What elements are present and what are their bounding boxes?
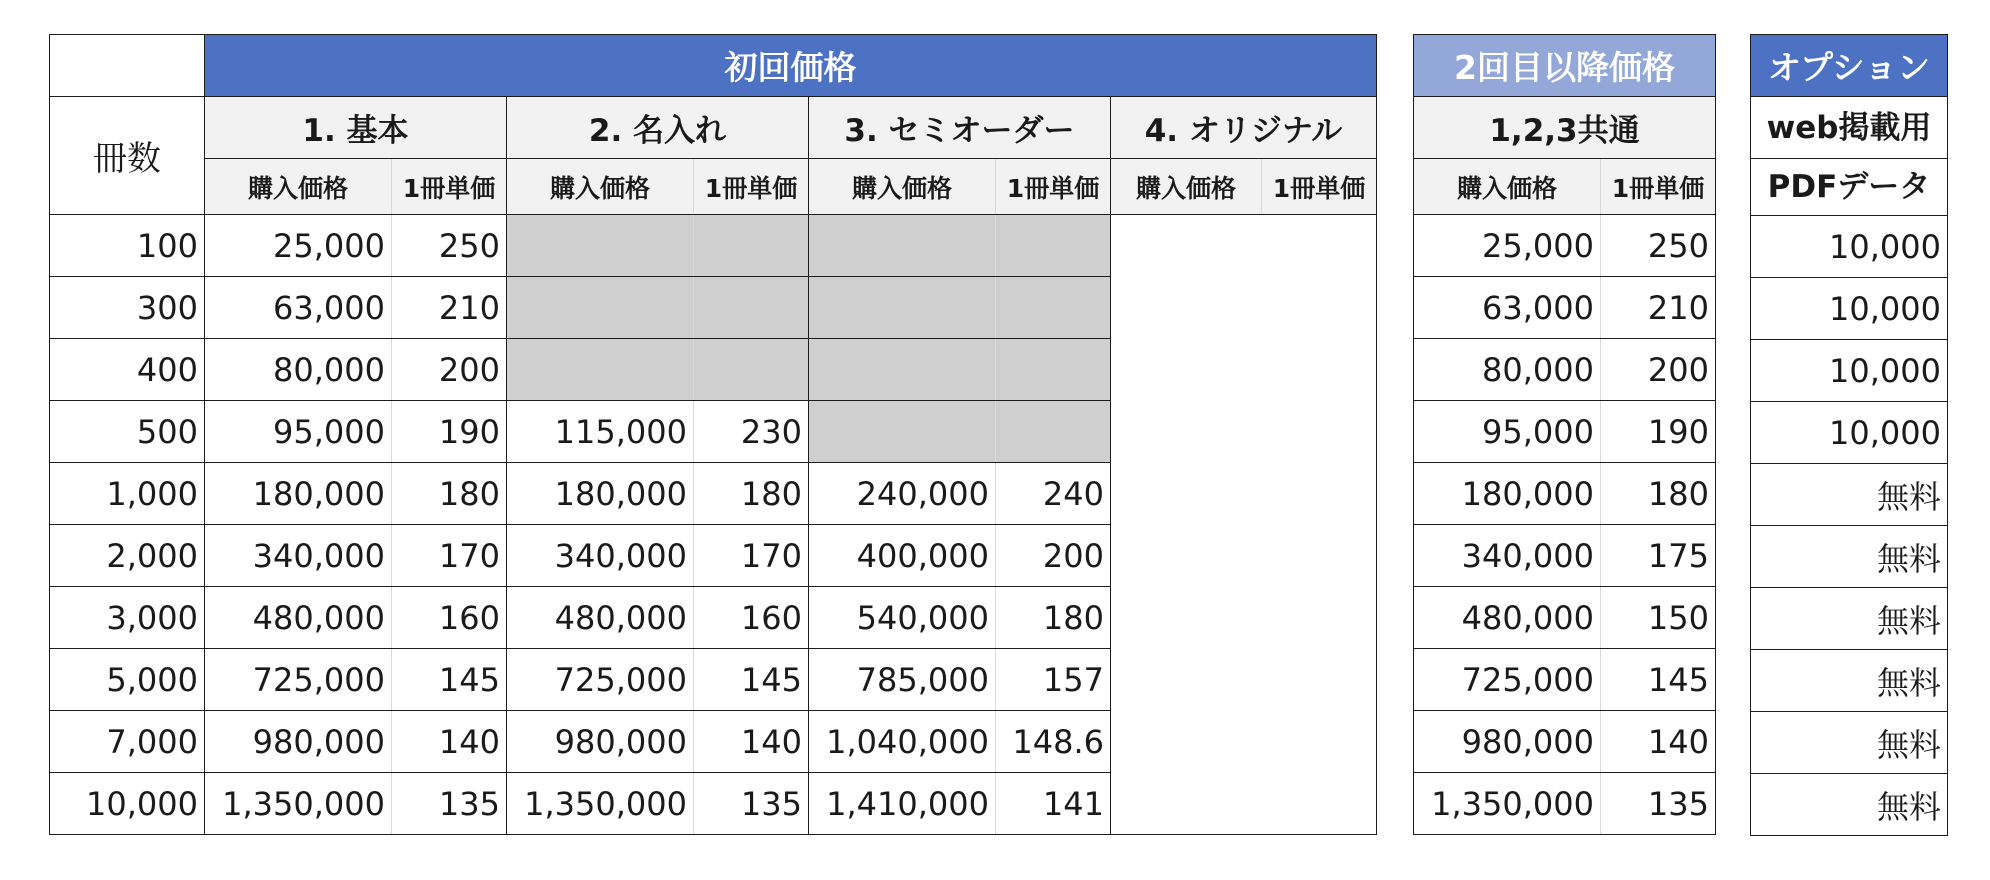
table-row (1751, 712, 1948, 774)
name-unavailable-cell (507, 339, 694, 401)
basic-unit-cell: 200 (392, 339, 507, 401)
option-title: オプション (1751, 35, 1948, 97)
repeat-price-table (1413, 34, 1716, 835)
semi-unavailable-cell (996, 215, 1111, 277)
name-unit-cell: 140 (694, 711, 809, 773)
option-pdf-price-cell: 10,000 (1751, 340, 1948, 402)
repeat-price-cell: 1,350,000 (1414, 773, 1601, 835)
qty-cell: 400 (50, 339, 205, 401)
sub-unit-name: 1冊単価 (694, 159, 809, 215)
semi-price-cell: 1,040,000 (809, 711, 996, 773)
table-row (1414, 525, 1716, 587)
name-price-cell: 725,000 (507, 649, 694, 711)
qty-cell: 100 (50, 215, 205, 277)
repeat-unit-cell: 135 (1601, 773, 1716, 835)
name-price-cell: 980,000 (507, 711, 694, 773)
group-name-print: 2. 名入れ (507, 97, 809, 159)
qty-cell: 5,000 (50, 649, 205, 711)
basic-unit-cell: 180 (392, 463, 507, 525)
table-row (1414, 773, 1716, 835)
name-price-cell: 340,000 (507, 525, 694, 587)
group-basic: 1. 基本 (205, 97, 507, 159)
name-unavailable-cell (507, 215, 694, 277)
basic-price-cell: 980,000 (205, 711, 392, 773)
basic-unit-cell: 190 (392, 401, 507, 463)
table-row (1751, 402, 1948, 464)
basic-price-cell: 725,000 (205, 649, 392, 711)
semi-unit-cell: 148.6 (996, 711, 1111, 773)
name-unavailable-cell (694, 339, 809, 401)
table-row (1751, 340, 1948, 402)
repeat-price-cell: 80,000 (1414, 339, 1601, 401)
initial-price-table (49, 34, 1377, 835)
semi-unavailable-cell (996, 339, 1111, 401)
name-unavailable-cell (694, 215, 809, 277)
option-pdf-price-cell: 無料 (1751, 712, 1948, 774)
sub-unit-repeat: 1冊単価 (1601, 159, 1716, 215)
repeat-price-cell: 180,000 (1414, 463, 1601, 525)
name-unit-cell: 170 (694, 525, 809, 587)
semi-price-cell: 240,000 (809, 463, 996, 525)
semi-price-cell: 400,000 (809, 525, 996, 587)
group-original: 4. オリジナル (1111, 97, 1377, 159)
table-row (1414, 587, 1716, 649)
semi-unit-cell: 200 (996, 525, 1111, 587)
repeat-price-cell: 25,000 (1414, 215, 1601, 277)
name-price-cell: 180,000 (507, 463, 694, 525)
name-price-cell: 1,350,000 (507, 773, 694, 835)
basic-price-cell: 63,000 (205, 277, 392, 339)
semi-price-cell: 785,000 (809, 649, 996, 711)
basic-price-cell: 480,000 (205, 587, 392, 649)
group-semi-order: 3. セミオーダー (809, 97, 1111, 159)
qty-cell: 10,000 (50, 773, 205, 835)
name-price-cell: 480,000 (507, 587, 694, 649)
semi-price-cell: 1,410,000 (809, 773, 996, 835)
qty-cell: 500 (50, 401, 205, 463)
basic-price-cell: 180,000 (205, 463, 392, 525)
table-row (1751, 650, 1948, 712)
repeat-price-cell: 63,000 (1414, 277, 1601, 339)
option-header-pdf: PDFデータ (1751, 159, 1948, 216)
basic-unit-cell: 135 (392, 773, 507, 835)
table-row (1414, 711, 1716, 773)
semi-unit-cell: 157 (996, 649, 1111, 711)
sub-price-basic: 購入価格 (205, 159, 392, 215)
initial-price-title: 初回価格 (205, 35, 1377, 97)
semi-unit-cell: 180 (996, 587, 1111, 649)
table-row (1414, 277, 1716, 339)
sub-price-repeat: 購入価格 (1414, 159, 1601, 215)
table-row (1751, 464, 1948, 526)
repeat-unit-cell: 210 (1601, 277, 1716, 339)
repeat-unit-cell: 200 (1601, 339, 1716, 401)
table-row (1751, 278, 1948, 340)
qty-cell: 7,000 (50, 711, 205, 773)
basic-unit-cell: 160 (392, 587, 507, 649)
repeat-unit-cell: 180 (1601, 463, 1716, 525)
option-table (1750, 34, 1948, 836)
repeat-price-cell: 480,000 (1414, 587, 1601, 649)
repeat-price-cell: 980,000 (1414, 711, 1601, 773)
option-pdf-price-cell: 無料 (1751, 774, 1948, 836)
name-unit-cell: 230 (694, 401, 809, 463)
repeat-price-cell: 725,000 (1414, 649, 1601, 711)
repeat-unit-cell: 190 (1601, 401, 1716, 463)
qty-cell: 3,000 (50, 587, 205, 649)
option-pdf-price-cell: 無料 (1751, 464, 1948, 526)
name-unit-cell: 145 (694, 649, 809, 711)
table-row (1751, 216, 1948, 278)
sub-unit-basic: 1冊単価 (392, 159, 507, 215)
repeat-unit-cell: 140 (1601, 711, 1716, 773)
qty-cell: 2,000 (50, 525, 205, 587)
table-row (1751, 774, 1948, 836)
qty-cell: 1,000 (50, 463, 205, 525)
semi-price-cell: 540,000 (809, 587, 996, 649)
table-row (1414, 339, 1716, 401)
basic-price-cell: 95,000 (205, 401, 392, 463)
group-common: 1,2,3共通 (1414, 97, 1716, 159)
semi-unavailable-cell (809, 339, 996, 401)
option-pdf-price-cell: 無料 (1751, 526, 1948, 588)
semi-unavailable-cell (809, 401, 996, 463)
basic-unit-cell: 210 (392, 277, 507, 339)
name-unavailable-cell (507, 277, 694, 339)
semi-unavailable-cell (996, 401, 1111, 463)
basic-price-cell: 25,000 (205, 215, 392, 277)
option-pdf-price-cell: 無料 (1751, 588, 1948, 650)
table-row (1414, 401, 1716, 463)
name-unit-cell: 180 (694, 463, 809, 525)
repeat-unit-cell: 150 (1601, 587, 1716, 649)
qty-cell: 300 (50, 277, 205, 339)
repeat-unit-cell: 175 (1601, 525, 1716, 587)
repeat-price-cell: 340,000 (1414, 525, 1601, 587)
basic-price-cell: 340,000 (205, 525, 392, 587)
semi-unavailable-cell (809, 215, 996, 277)
semi-unit-cell: 240 (996, 463, 1111, 525)
option-pdf-price-cell: 無料 (1751, 650, 1948, 712)
basic-unit-cell: 140 (392, 711, 507, 773)
sub-price-original: 購入価格 (1111, 159, 1262, 215)
table-row (1414, 649, 1716, 711)
option-pdf-price-cell: 10,000 (1751, 278, 1948, 340)
option-pdf-price-cell: 10,000 (1751, 216, 1948, 278)
option-header-web: web掲載用 (1751, 97, 1948, 159)
semi-unavailable-cell (996, 277, 1111, 339)
name-unit-cell: 135 (694, 773, 809, 835)
option-pdf-price-cell: 10,000 (1751, 402, 1948, 464)
basic-unit-cell: 250 (392, 215, 507, 277)
basic-price-cell: 80,000 (205, 339, 392, 401)
table-row (1414, 215, 1716, 277)
name-unit-cell: 160 (694, 587, 809, 649)
name-price-cell: 115,000 (507, 401, 694, 463)
basic-unit-cell: 145 (392, 649, 507, 711)
table-row (1751, 526, 1948, 588)
sub-unit-original: 1冊単価 (1262, 159, 1377, 215)
table-row (1751, 588, 1948, 650)
sub-price-name: 購入価格 (507, 159, 694, 215)
qty-header: 冊数 (50, 97, 205, 215)
table-row (50, 215, 1377, 277)
basic-price-cell: 1,350,000 (205, 773, 392, 835)
basic-unit-cell: 170 (392, 525, 507, 587)
corner-cell (50, 35, 205, 97)
repeat-unit-cell: 250 (1601, 215, 1716, 277)
sub-price-semi: 購入価格 (809, 159, 996, 215)
repeat-price-title: 2回目以降価格 (1414, 35, 1716, 97)
sub-unit-semi: 1冊単価 (996, 159, 1111, 215)
repeat-price-cell: 95,000 (1414, 401, 1601, 463)
repeat-unit-cell: 145 (1601, 649, 1716, 711)
semi-unit-cell: 141 (996, 773, 1111, 835)
name-unavailable-cell (694, 277, 809, 339)
table-row (1414, 463, 1716, 525)
original-blank-area (1111, 215, 1377, 835)
semi-unavailable-cell (809, 277, 996, 339)
